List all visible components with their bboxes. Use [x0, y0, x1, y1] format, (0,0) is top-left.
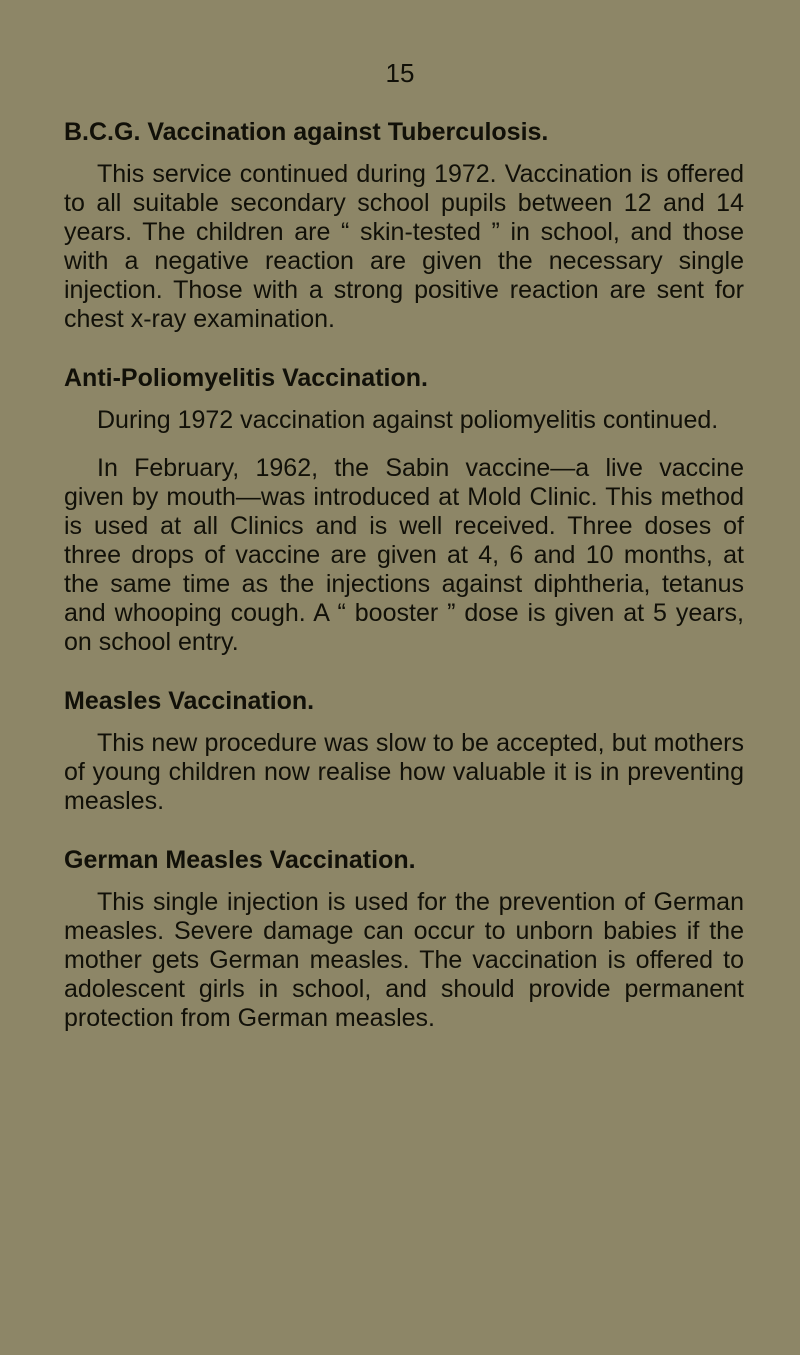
page-content [64, 118, 744, 1033]
section-heading: Measles Vaccination. [64, 687, 315, 715]
paragraph: This single injection is used for the prevention of German measles. Severe damage can occur to unborn babies if the mother gets German measles. The vaccination is offered to adolescent girls in school, and should provide permanent protection from German measles. [64, 888, 744, 1032]
section-anti-poliomyelitis-vaccination [64, 364, 744, 657]
section-heading: Anti-Poliomyelitis Vaccination. [64, 364, 428, 392]
section-bcg-vaccination [64, 118, 744, 334]
paragraph: This new procedure was slow to be accepted, but mothers of young children now realise how valuable it is in preventing measles. [64, 729, 744, 815]
paragraph: During 1972 vaccination against poliomyelitis continued. [97, 406, 719, 434]
page-number: 15 [385, 58, 415, 88]
paragraph: In February, 1962, the Sabin vaccine—a live vaccine given by mouth—was introduced at Mold Clinic. This method is used at all Clinics and is well received. Three doses of three drops of vaccine are given at 4, 6 and 10 months, at the same time as the injections against diphtheria, tetanus and whooping cough. A “ booster ” dose is given at 5 years, on school entry. [64, 454, 744, 656]
section-measles-vaccination [64, 687, 744, 816]
section-german-measles-vaccination [64, 846, 744, 1033]
paragraph: This service continued during 1972. Vaccination is offered to all suitable secondary school pupils between 12 and 14 years. The children are “ skin-tested ” in school, and those with a negative reaction are given the necessary single injection. Those with a strong positive reaction are sent for chest x-ray examination. [64, 160, 744, 333]
section-heading: German Measles Vaccination. [64, 846, 416, 874]
section-heading: B.C.G. Vaccination against Tuberculosis. [64, 118, 549, 146]
